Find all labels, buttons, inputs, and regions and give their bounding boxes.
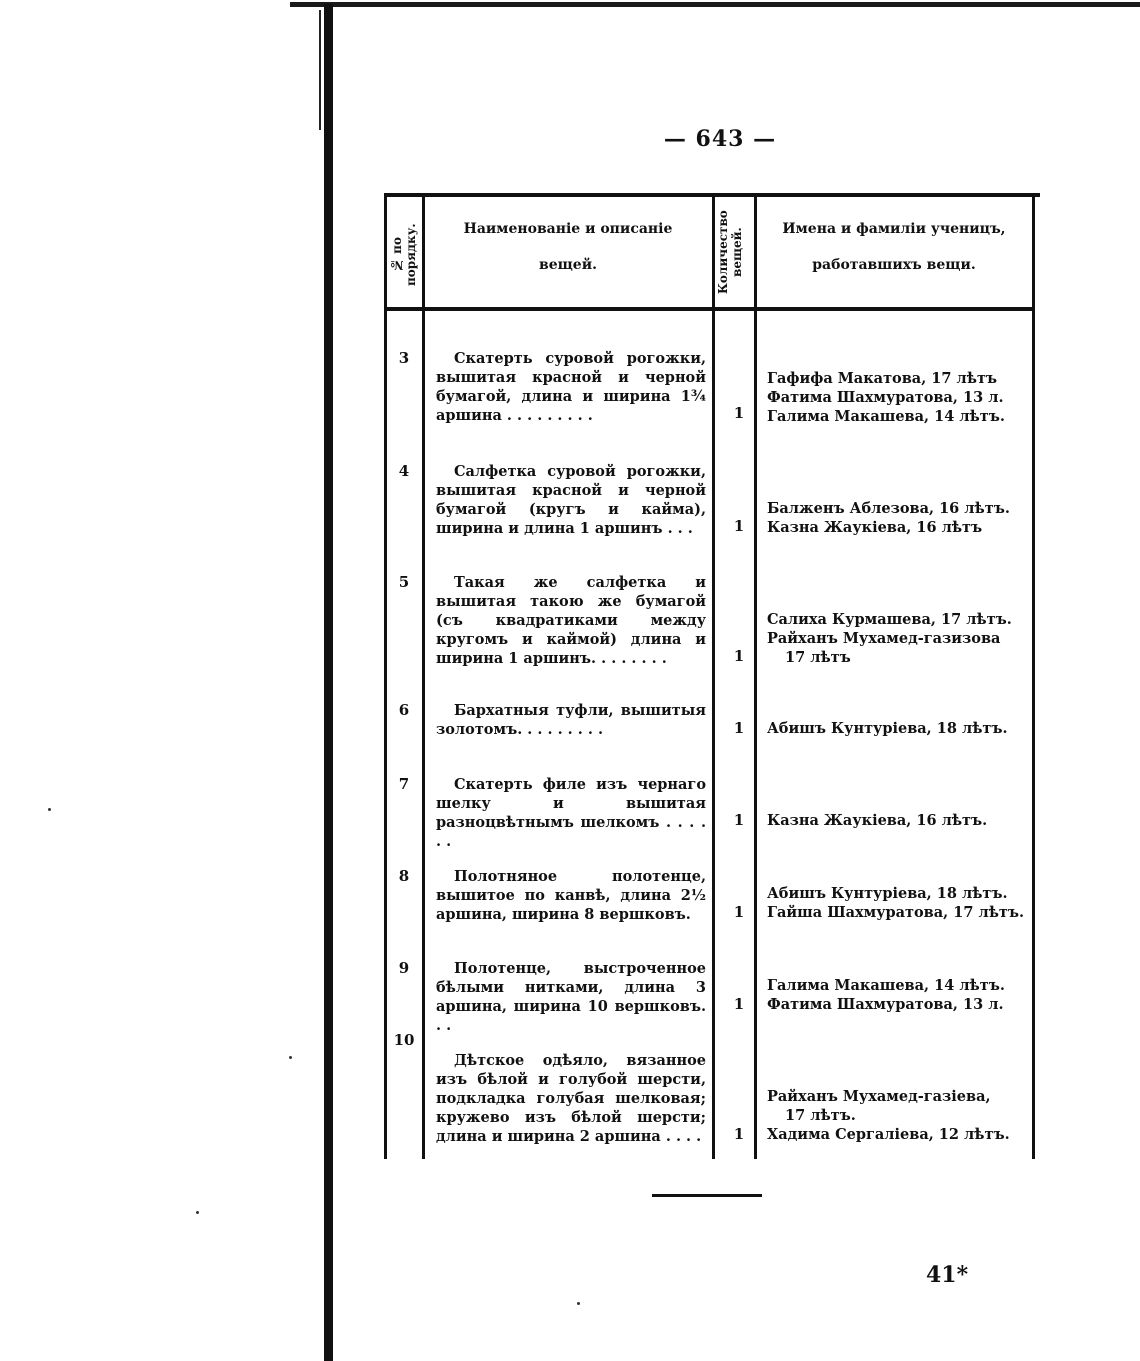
row-number: 5 (398, 573, 410, 591)
row-number: 9 (398, 959, 410, 977)
table-right-border (1032, 193, 1035, 1159)
row-description: Полотняное полотенце, вышитое по канвѣ, длина 2½ аршина, ширина 8 вершковъ. (436, 868, 706, 923)
items-table (384, 193, 1040, 1163)
row-description: Дѣтское одѣяло, вязанное изъ бѣлой и голубой шерсти, подкладка голубая шелковая; кружево изъ бѣлой шерсти; длина и ширина 2 аршина . . . . (436, 1052, 706, 1145)
table-header-rule (384, 307, 1032, 311)
scan-speck (577, 1302, 580, 1305)
row-quantity: 1 (733, 719, 745, 737)
page-number: — 643 — (663, 126, 777, 152)
book-spine-edge (319, 10, 321, 130)
table-left-border (384, 193, 387, 1159)
row-number: 10 (393, 1031, 415, 1049)
row-quantity: 1 (733, 404, 745, 422)
scan-speck (48, 808, 51, 811)
header-description: Наименованіе и описаніе вещей. (463, 221, 673, 273)
header-number: № по порядку. (390, 223, 418, 287)
row-quantity: 1 (733, 1125, 745, 1143)
scan-speck (289, 1056, 292, 1059)
header-quantity: Количество вещей. (716, 210, 744, 294)
row-description: Скатерть филе изъ чернаго шелку и вышитая разноцвѣтнымъ шелкомъ . . . . . . (436, 776, 706, 850)
row-names: Казна Жаукіева, 16 лѣтъ. (767, 812, 988, 829)
row-names: Абишъ Кунтуріева, 18 лѣтъ. (767, 720, 1008, 737)
row-description: Бархатныя туфли, вышитыя золотомъ. . . . . . . . . (436, 702, 706, 738)
column-divider (754, 193, 757, 1159)
row-names: Балженъ Аблезова, 16 лѣтъ. Казна Жаукіева, 16 лѣтъ (767, 500, 1010, 536)
row-quantity: 1 (733, 647, 745, 665)
row-quantity: 1 (733, 517, 745, 535)
row-names: Гафифа Макатова, 17 лѣтъ Фатима Шахмуратова, 13 л. Галима Макашева, 14 лѣтъ. (767, 370, 1005, 425)
row-number: 8 (398, 867, 410, 885)
row-number: 7 (398, 775, 410, 793)
row-quantity: 1 (733, 903, 745, 921)
row-number: 4 (398, 462, 410, 480)
row-names: Салиха Курмашева, 17 лѣтъ. Райханъ Мухамед-газизова 17 лѣтъ (767, 611, 1012, 666)
row-names: Абишъ Кунтуріева, 18 лѣтъ. Гайша Шахмуратова, 17 лѣтъ. (767, 885, 1025, 921)
row-quantity: 1 (733, 995, 745, 1013)
top-border-rule (290, 2, 1140, 7)
book-spine-shadow (324, 4, 333, 1361)
signature-mark: 41* (926, 1262, 969, 1288)
row-description: Такая же салфетка и вышитая такою же бумагой (съ квадратиками между кругомъ и каймой) длина и ширина 1 аршинъ. . . . . . . . (436, 574, 706, 667)
row-quantity: 1 (733, 811, 745, 829)
column-divider (712, 193, 715, 1159)
row-names: Галима Макашева, 14 лѣтъ. Фатима Шахмуратова, 13 л. (767, 977, 1005, 1013)
row-description: Полотенце, выстроченное бѣлыми нитками, длина 3 аршина, ширина 10 вершковъ. . . (436, 960, 706, 1034)
row-description: Скатерть суровой рогожки, вышитая красной и черной бумагой, длина и ширина 1¾ аршина . . . . . . . . . (436, 350, 706, 424)
header-names: Имена и фамиліи ученицъ, работавшихъ вещи. (782, 221, 1006, 273)
row-number: 3 (398, 349, 410, 367)
row-number: 6 (398, 701, 410, 719)
row-description: Салфетка суровой рогожки, вышитая красной и черной бумагой (кругъ и кайма), ширина и длина 1 аршинъ . . . (436, 463, 706, 537)
closing-rule (652, 1194, 762, 1197)
column-divider (422, 193, 425, 1159)
scan-speck (196, 1211, 199, 1214)
row-names: Райханъ Мухамед-газіева, 17 лѣтъ. Хадима Сергаліева, 12 лѣтъ. (767, 1088, 1010, 1143)
